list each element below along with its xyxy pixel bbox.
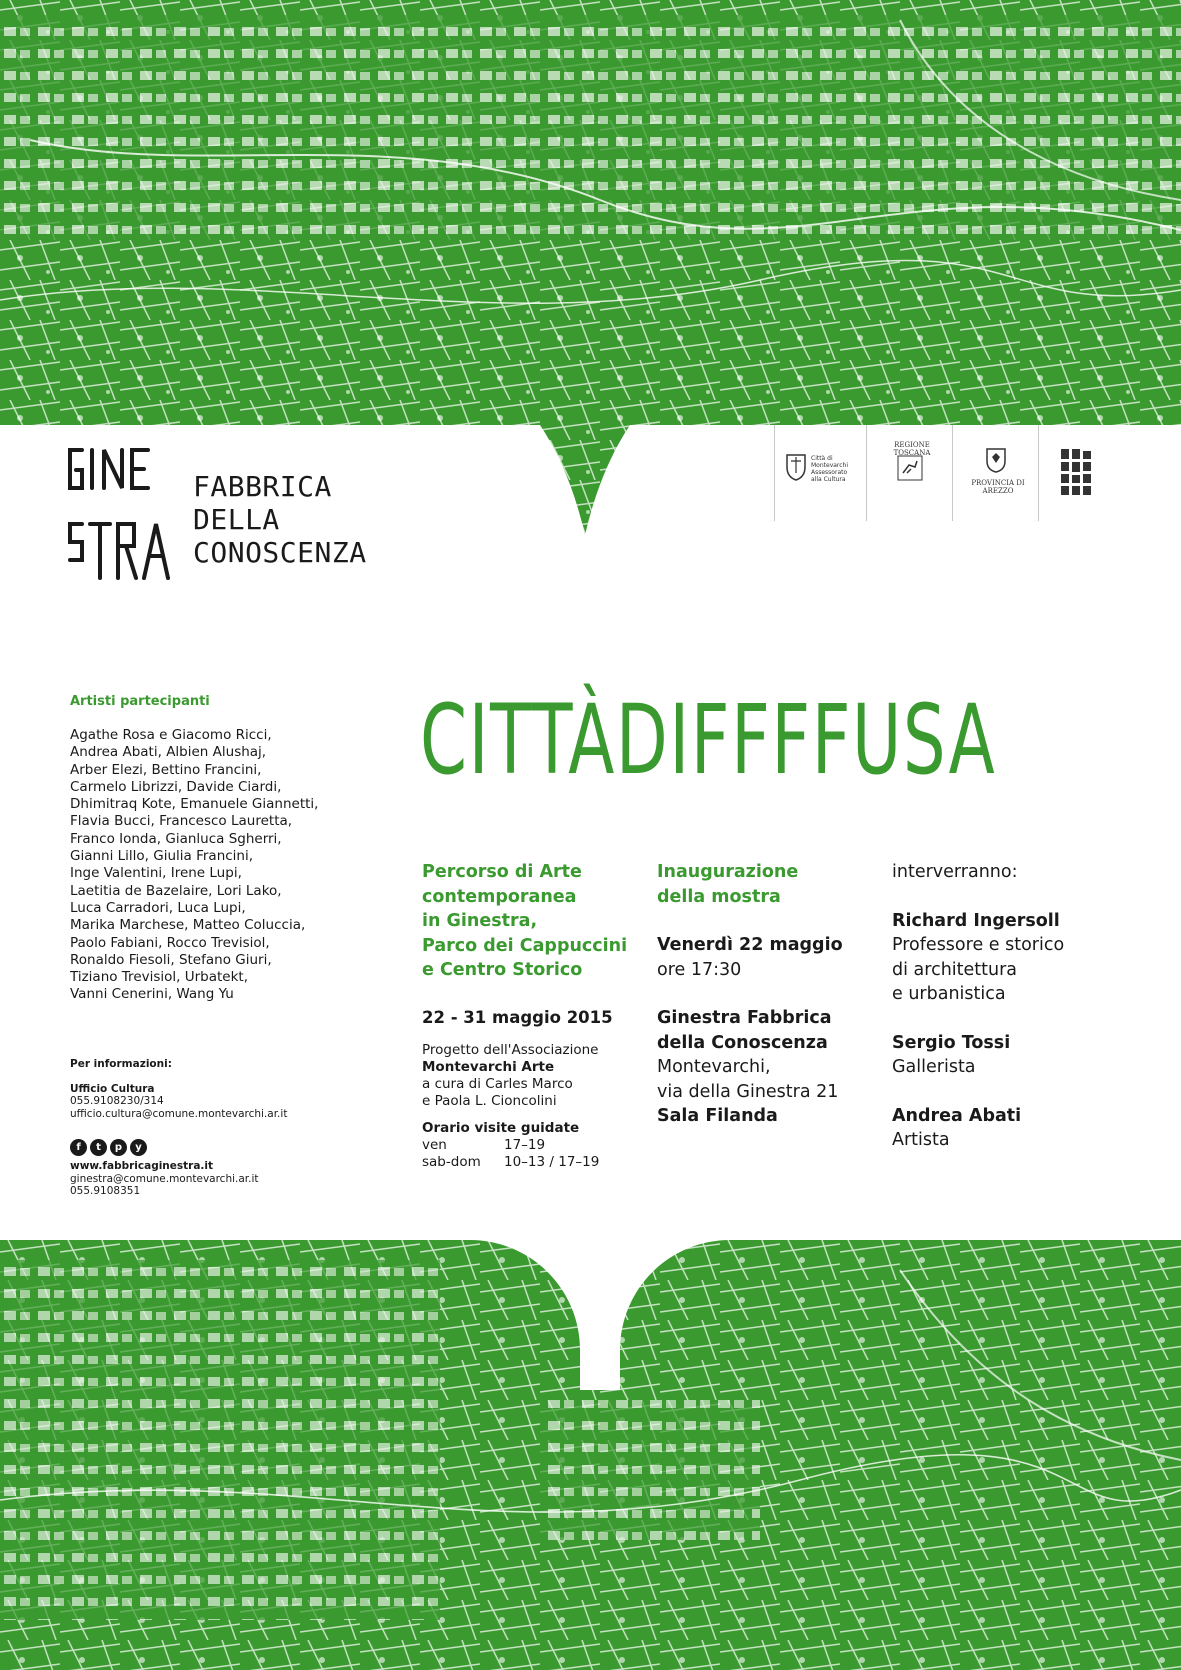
column-percorso: Percorso di Arte contemporanea in Ginestra, Parco dei Cappuccini e Centro Storico 22 - 31 maggio 2015 Progetto dell'Associazione Montevarchi Arte a cura di Carles Marco e Paola L. Cioncolini Orario visite guidate ven 17–19 sab-dom 10–13 / 17–19 [422,860,642,1171]
pinterest-icon[interactable]: p [110,1139,127,1156]
social-icons [70,1135,150,1153]
partner-logos [774,425,1140,521]
speaker-name: Andrea Abati [892,1105,1022,1126]
artist-line: Laetitia de Bazelaire, Lori Lako, [70,882,282,899]
partner-provincia-arezzo: PROVINCIA DI AREZZO [952,425,1039,521]
artist-line: Agathe Rosa e Giacomo Ricci, [70,727,272,743]
ginestra-logo-mark [64,442,182,584]
site-email[interactable]: ginestra@comune.montevarchi.ar.it [70,1172,259,1185]
artist-line: Luca Carradori, Luca Lupi, [70,899,246,916]
pegasus-icon [897,455,923,481]
artist-line: Inge Valentini, Irene Lupi, [70,865,242,882]
speaker-name: Richard Ingersoll [892,910,1060,931]
speaker-name: Sergio Tossi [892,1032,1011,1053]
artist-line: Andrea Abati, Albien Alushaj, [70,744,267,761]
info-email[interactable]: ufficio.cultura@comune.montevarchi.ar.it [70,1107,288,1120]
artist-line: Arber Elezi, Bettino Francini, [70,761,262,778]
crest-icon [785,451,807,481]
artist-line: Ronaldo Fiesoli, Stefano Giuri, [70,951,272,968]
blocks-logo-icon [1061,449,1091,495]
artists-list [70,727,370,1004]
artist-line: Carmelo Librizzi, Davide Ciardi, [70,778,282,795]
hours-table: ven 17–19 sab-dom 10–13 / 17–19 [422,1137,600,1170]
site-block [70,1160,259,1198]
artist-line: Dhimitraq Kote, Emanuele Giannetti, [70,796,319,813]
artist-line: Gianni Lillo, Giulia Francini, [70,848,254,865]
hours-heading: Orario visite guidate [422,1120,580,1136]
info-phone: 055.9108230/314 [70,1095,164,1107]
bottom-banner-image [0,1240,1181,1670]
info-block [70,1058,370,1120]
info-office: Ufficio Cultura [70,1082,155,1095]
youtube-icon[interactable]: y [130,1139,147,1156]
exhibition-title: CITTÀDIFFFFUSA [420,684,997,796]
artist-line: Paolo Fabiani, Rocco Trevisiol, [70,934,270,951]
artist-line: Flavia Bucci, Francesco Lauretta, [70,813,293,830]
artist-line: Vanni Cenerini, Wang Yu [70,986,234,1003]
fabbrica-logo-text: FABBRICA DELLA CONOSCENZA [193,470,367,569]
column-interverranno: interverranno: Richard Ingersoll Professore e storico di architettura e urbanistica Sergio Tossi Gallerista Andrea Abati Artista [892,860,1132,1153]
crest-icon [985,445,1007,473]
info-heading: Per informazioni: [70,1058,172,1070]
artist-line: Tiziano Trevisiol, Urbatekt, [70,969,249,986]
partner-montevarchi: Città di Montevarchi Assessorato alla Cultura [774,425,861,521]
artist-line: Franco Ionda, Gianluca Sgherri, [70,830,282,847]
partner-regione-toscana: REGIONE TOSCANA [866,425,953,521]
facebook-icon[interactable]: f [70,1139,87,1156]
exhibition-dates: 22 - 31 maggio 2015 [422,1007,613,1027]
artists-heading: Artisti partecipanti [70,694,210,709]
site-phone: 055.9108351 [70,1185,141,1197]
partner-montevarchi-arte [1038,425,1125,521]
site-link[interactable]: www.fabbricaginestra.it [70,1160,214,1172]
artist-line: Marika Marchese, Matteo Coluccia, [70,917,306,934]
column-inaugurazione: Inaugurazione della mostra Venerdì 22 maggio ore 17:30 Ginestra Fabbrica della Conoscenza Montevarchi, via della Ginestra 21 Sala Filanda [657,862,843,1126]
twitter-icon[interactable]: t [90,1139,107,1156]
